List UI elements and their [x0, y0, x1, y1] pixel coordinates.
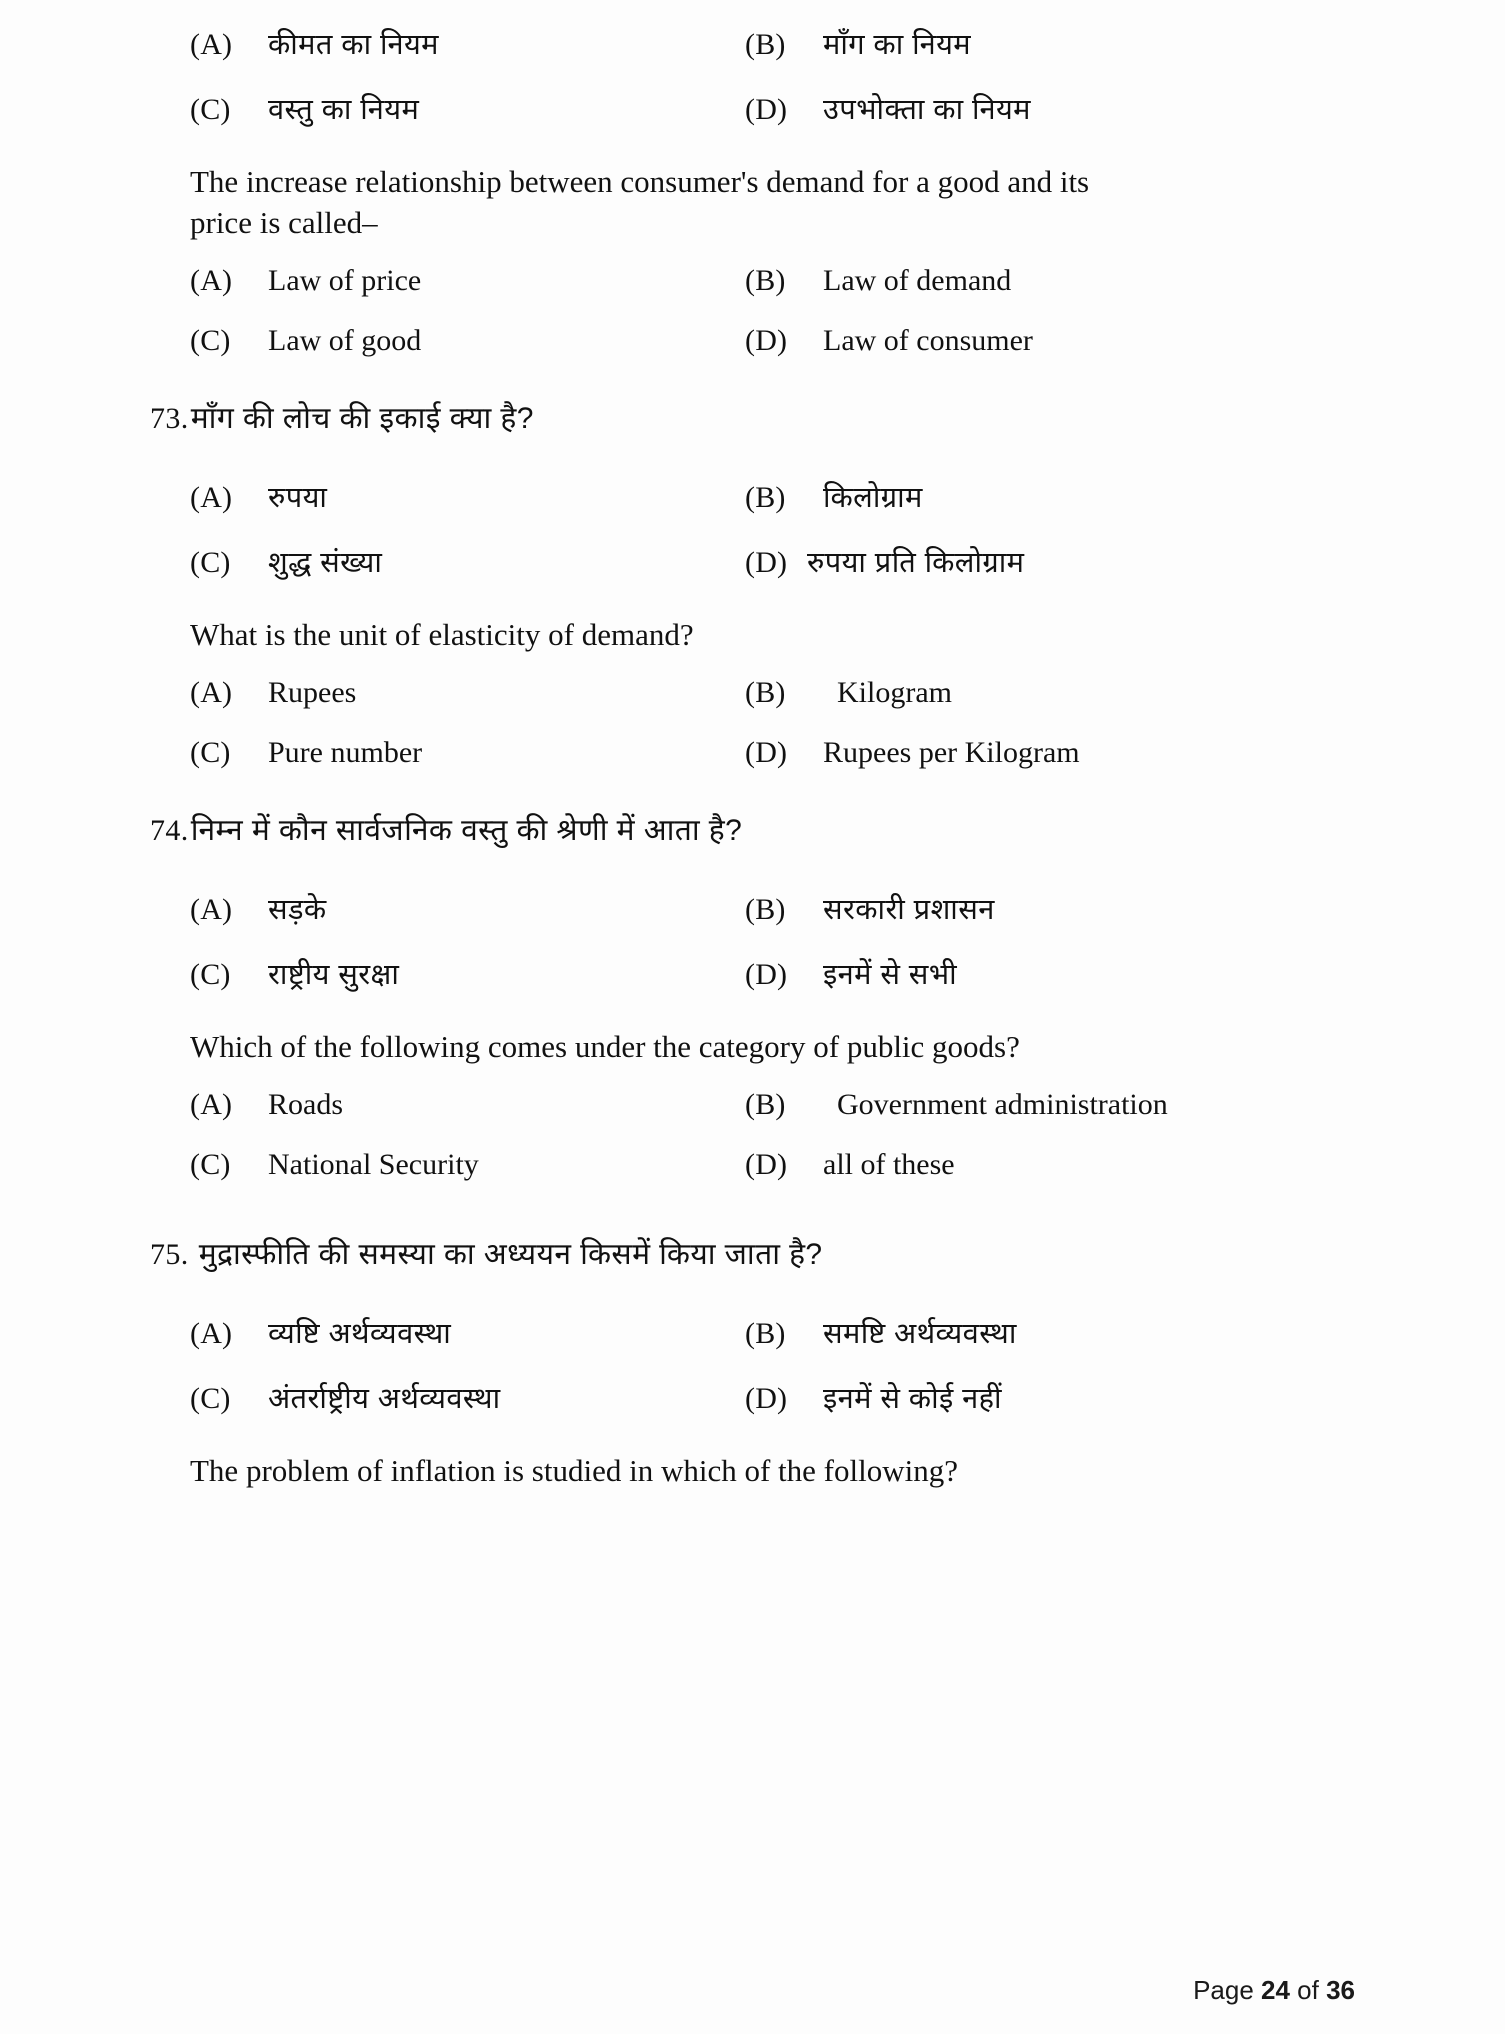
spacer [150, 1130, 1330, 1148]
option-d [735, 954, 1310, 993]
option-b [735, 477, 1310, 516]
spacer [150, 1190, 1330, 1232]
option-label: व्यष्टि अर्थव्यवस्था [268, 1318, 452, 1350]
option-key: (D) [745, 1148, 788, 1181]
option-label: उपभोक्ता का नियम [823, 94, 1031, 126]
spacer [150, 1001, 1330, 1031]
option-label: रुपया प्रति किलोग्राम [807, 547, 1025, 579]
spacer [150, 718, 1330, 736]
option-key: (A) [190, 1088, 233, 1121]
spacer [150, 71, 1330, 89]
option-row [150, 264, 1310, 298]
option-key: (C) [190, 958, 231, 991]
option-label: इनमें से सभी [823, 959, 958, 991]
option-label: कीमत का नियम [268, 29, 439, 61]
question-75-stem-english: The problem of inflation is studied in which of the following? [190, 1453, 958, 1488]
option-label: Law of good [268, 324, 422, 357]
option-key: (D) [745, 736, 788, 769]
spacer [150, 1425, 1330, 1455]
option-key: (D) [745, 93, 788, 126]
option-key: (A) [190, 676, 233, 709]
option-row [150, 889, 1310, 928]
option-label: Kilogram [837, 676, 952, 709]
option-label: सड़के [268, 894, 327, 926]
question-number: 74. [150, 814, 189, 847]
option-c [150, 954, 735, 993]
question-text: निम्न में कौन सार्वजनिक वस्तु की श्रेणी में आता है? [190, 814, 743, 847]
option-key: (B) [745, 28, 786, 61]
option-c [150, 1148, 735, 1182]
option-row [150, 1148, 1310, 1182]
option-a [150, 676, 735, 710]
option-label: माँग का नियम [823, 29, 972, 61]
option-key: (C) [190, 324, 231, 357]
question-stem-english-line2: price is called– [190, 205, 378, 240]
option-row [150, 542, 1310, 581]
option-label: अंतर्राष्ट्रीय अर्थव्यवस्था [268, 1383, 501, 1415]
option-b [735, 676, 1310, 710]
question-74-stem-english: Which of the following comes under the category of public goods? [190, 1029, 1020, 1064]
option-d [735, 1148, 1310, 1182]
option-d [735, 1378, 1310, 1417]
option-key: (A) [190, 1317, 233, 1350]
option-key: (D) [745, 958, 788, 991]
option-row [150, 324, 1310, 358]
spacer [150, 936, 1330, 954]
option-a [150, 889, 735, 928]
option-row [150, 676, 1310, 710]
option-b [735, 1088, 1310, 1122]
option-label: रुपया [268, 482, 328, 514]
question-number: 75. [150, 1238, 189, 1271]
spacer [150, 447, 1330, 477]
option-label: सरकारी प्रशासन [823, 894, 995, 926]
option-label: शुद्ध संख्या [268, 547, 383, 579]
question-content [150, 24, 1330, 1496]
option-key: (C) [190, 93, 231, 126]
option-b [735, 1313, 1310, 1352]
option-key: (A) [190, 264, 233, 297]
spacer [150, 306, 1330, 324]
question-73-stem-english: What is the unit of elasticity of demand? [190, 617, 694, 652]
option-d [735, 89, 1310, 128]
option-label: वस्तु का नियम [268, 94, 420, 126]
option-key: (B) [745, 676, 786, 709]
page-number: 24 [1261, 1975, 1290, 2005]
page-total: 36 [1326, 1975, 1355, 2005]
option-label: Law of demand [823, 264, 1012, 297]
option-key: (A) [190, 893, 233, 926]
option-label: Rupees [268, 676, 357, 709]
question-number: 73. [150, 402, 189, 435]
option-d [735, 736, 1310, 770]
question-text: मुद्रास्फीति की समस्या का अध्ययन किसमें किया जाता है? [198, 1238, 823, 1271]
spacer [150, 1283, 1330, 1313]
option-key: (B) [745, 481, 786, 514]
page-label-prefix: Page [1193, 1975, 1262, 2005]
page-label-of: of [1289, 1975, 1327, 2005]
option-label: इनमें से कोई नहीं [823, 1383, 1002, 1415]
question-75-stem-hindi [150, 1232, 1330, 1273]
option-key: (B) [745, 1317, 786, 1350]
spacer [150, 366, 1330, 396]
spacer [150, 1360, 1330, 1378]
option-b [735, 889, 1310, 928]
option-label: all of these [823, 1148, 955, 1181]
option-c [150, 542, 735, 581]
question-73-stem-hindi [150, 396, 1330, 437]
option-label: राष्ट्रीय सुरक्षा [268, 959, 400, 991]
option-label: Rupees per Kilogram [823, 736, 1080, 769]
page-footer [1193, 1975, 1355, 2006]
option-c [150, 1378, 735, 1417]
option-row [150, 1378, 1310, 1417]
option-label: समष्टि अर्थव्यवस्था [823, 1318, 1017, 1350]
option-key: (B) [745, 1088, 786, 1121]
option-c [150, 89, 735, 128]
spacer [150, 778, 1330, 808]
question-74-stem-hindi [150, 808, 1330, 849]
option-label: Government administration [837, 1088, 1168, 1121]
option-key: (C) [190, 1382, 231, 1415]
question-stem-english: The increase relationship between consumer's demand for a good and its [190, 164, 1090, 199]
option-b [735, 264, 1310, 298]
option-key: (A) [190, 28, 233, 61]
option-key: (C) [190, 1148, 231, 1181]
option-row [150, 1088, 1310, 1122]
option-key: (B) [745, 264, 786, 297]
option-key: (C) [190, 736, 231, 769]
spacer [150, 589, 1330, 619]
option-key: (D) [745, 546, 788, 579]
option-row [150, 736, 1310, 770]
option-key: (B) [745, 893, 786, 926]
option-label: National Security [268, 1148, 479, 1181]
option-key: (A) [190, 481, 233, 514]
option-label: Law of consumer [823, 324, 1033, 357]
option-a [150, 477, 735, 516]
option-label: Pure number [268, 736, 423, 769]
option-label: किलोग्राम [823, 482, 923, 514]
spacer [150, 524, 1330, 542]
option-row [150, 477, 1310, 516]
option-c [150, 324, 735, 358]
option-a [150, 24, 735, 63]
option-key: (D) [745, 324, 788, 357]
spacer [150, 136, 1330, 166]
spacer [150, 859, 1330, 889]
option-row [150, 1313, 1310, 1352]
option-key: (C) [190, 546, 231, 579]
option-label: Roads [268, 1088, 343, 1121]
option-a [150, 1088, 735, 1122]
option-d [735, 542, 1310, 581]
question-text: माँग की लोच की इकाई क्या है? [190, 402, 534, 435]
option-d [735, 324, 1310, 358]
option-a [150, 1313, 735, 1352]
option-a [150, 264, 735, 298]
option-label: Law of price [268, 264, 422, 297]
option-row [150, 89, 1310, 128]
option-c [150, 736, 735, 770]
option-row [150, 24, 1310, 63]
option-b [735, 24, 1310, 63]
option-key: (D) [745, 1382, 788, 1415]
option-row [150, 954, 1310, 993]
